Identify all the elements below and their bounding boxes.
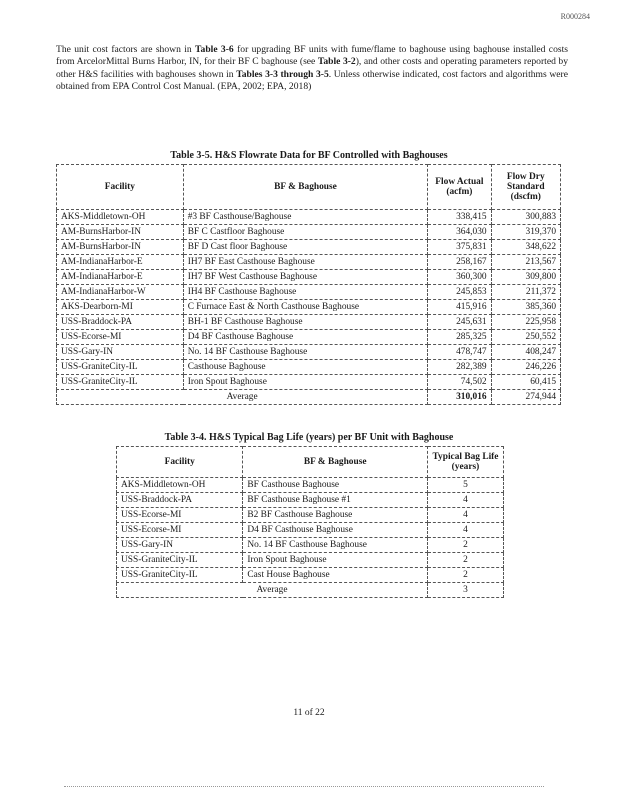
intro-ref-table-3-6: Table 3-6 [195,44,234,55]
table-row [57,255,561,270]
facility-cell: AM-IndianaHarbor-E [57,270,184,285]
table-row [57,210,561,225]
flow-standard-cell: 225,958 [491,315,560,330]
baghouse-cell: #3 BF Casthouse/Baghouse [183,210,428,225]
table-row [117,508,504,523]
facility-cell: USS-GraniteCity-IL [117,553,243,568]
table-row [117,568,504,583]
baghouse-cell: BF Casthouse Baghouse [243,478,428,493]
intro-ref-table-3-2: Table 3-2 [317,56,356,68]
flow-actual-cell: 360,300 [428,270,491,285]
table-3-5-caption: Table 3-5. H&S Flowrate Data for BF Controlled with Baghouses [170,150,448,161]
facility-cell: AM-BurnsHarbor-IN [57,240,184,255]
facility-cell: AKS-Middletown-OH [57,210,184,225]
flow-actual-cell: 364,030 [428,225,491,240]
intro-ref-tables-3-3-3-5: Tables 3-3 through 3-5 [236,68,329,80]
table-row [57,330,561,345]
table-3-4-caption: Table 3-4. H&S Typical Bag Life (years) per BF Unit with Baghouse [164,432,454,443]
page-number: 11 of 22 [293,708,325,718]
flow-actual-cell: 245,853 [428,285,491,300]
bag-life-table [116,446,504,598]
average-row [117,583,504,598]
table-row [117,523,504,538]
facility-cell: AKS-Dearborn-MI [57,300,184,315]
baghouse-cell: BF D Cast floor Baghouse [183,240,428,255]
average-label: Average [117,583,428,598]
facility-cell: USS-GraniteCity-IL [117,568,243,583]
table-row [57,360,561,375]
baghouse-cell: IH7 BF East Casthouse Baghouse [183,255,428,270]
facility-cell: USS-GraniteCity-IL [57,375,184,390]
baghouse-cell: Casthouse Baghouse [183,360,428,375]
col-bag-life: Typical Bag Life (years) [427,447,503,478]
col-baghouse: BF & Baghouse [183,165,428,210]
flow-actual-cell: 258,167 [428,255,491,270]
flow-standard-cell: 211,372 [491,285,560,300]
facility-cell: USS-Gary-IN [117,538,243,553]
table-row [117,478,504,493]
flow-standard-cell: 408,247 [491,345,560,360]
baghouse-cell: No. 14 BF Casthouse Baghouse [183,345,428,360]
baghouse-cell: BH-1 BF Casthouse Baghouse [183,315,428,330]
bag-life-cell: 4 [427,493,503,508]
average-standard: 274,944 [491,390,560,405]
document-id: R000284 [560,12,590,21]
bag-life-cell: 4 [427,508,503,523]
col-baghouse: BF & Baghouse [243,447,428,478]
average-life: 3 [427,583,503,598]
flow-standard-cell: 300,883 [491,210,560,225]
col-facility: Facility [117,447,243,478]
table-row [57,285,561,300]
facility-cell: USS-Braddock-PA [117,493,243,508]
flowrate-table [56,164,561,405]
facility-cell: USS-GraniteCity-IL [57,360,184,375]
flow-actual-cell: 338,415 [428,210,491,225]
flow-standard-cell: 309,800 [491,270,560,285]
baghouse-cell: Cast House Baghouse [243,568,428,583]
facility-cell: USS-Gary-IN [57,345,184,360]
bag-life-cell: 2 [427,553,503,568]
flow-actual-cell: 282,389 [428,360,491,375]
table-row [57,270,561,285]
flow-actual-cell: 245,631 [428,315,491,330]
table-row [117,553,504,568]
intro-text-3: ), and other costs and operating parameters reported by other H&S facilities with baghouses shown in [56,56,568,80]
table-row [57,375,561,390]
average-label: Average [57,390,428,405]
baghouse-cell: C Furnace East & North Casthouse Baghouse [183,300,428,315]
flow-standard-cell: 246,226 [491,360,560,375]
footer-divider [64,786,544,787]
facility-cell: USS-Ecorse-MI [117,508,243,523]
flow-standard-cell: 319,370 [491,225,560,240]
average-row [57,390,561,405]
facility-cell: USS-Braddock-PA [57,315,184,330]
bag-life-cell: 2 [427,538,503,553]
col-flow-standard: Flow Dry Standard (dscfm) [491,165,560,210]
baghouse-cell: BF C Castfloor Baghouse [183,225,428,240]
flow-standard-cell: 385,360 [491,300,560,315]
table-row [57,240,561,255]
table-row [57,345,561,360]
average-actual: 310,016 [428,390,491,405]
flow-standard-cell: 213,567 [491,255,560,270]
facility-cell: AKS-Middletown-OH [117,478,243,493]
intro-paragraph [56,44,568,94]
baghouse-cell: IH7 BF West Casthouse Baghouse [183,270,428,285]
flow-actual-cell: 74,502 [428,375,491,390]
facility-cell: AM-BurnsHarbor-IN [57,225,184,240]
table-row [117,493,504,508]
flow-standard-cell: 348,622 [491,240,560,255]
bag-life-cell: 2 [427,568,503,583]
bag-life-cell: 4 [427,523,503,538]
baghouse-cell: B2 BF Casthouse Baghouse [243,508,428,523]
baghouse-cell: Iron Spout Baghouse [183,375,428,390]
flow-actual-cell: 285,325 [428,330,491,345]
table-row [57,300,561,315]
facility-cell: AM-IndianaHarbor-W [57,285,184,300]
intro-text-2: for upgrading BF units with fume/flame to baghouse using baghouse installed costs from ArcelorMittal Burns Harbor, IN, for their BF C baghouse (see [56,44,568,68]
intro-text-4: . Unless otherwise indicated, cost factors and algorithms were obtained from EPA Control Cost Manual. (EPA, 2002; EPA, 2018) [56,68,568,93]
facility-cell: USS-Ecorse-MI [117,523,243,538]
bag-life-cell: 5 [427,478,503,493]
baghouse-cell: No. 14 BF Casthouse Baghouse [243,538,428,553]
table-row [117,538,504,553]
facility-cell: AM-IndianaHarbor-E [57,255,184,270]
flow-actual-cell: 478,747 [428,345,491,360]
col-flow-actual: Flow Actual (acfm) [428,165,491,210]
flow-standard-cell: 250,552 [491,330,560,345]
flow-actual-cell: 415,916 [428,300,491,315]
intro-text-1: The unit cost factors are shown in [56,44,196,55]
baghouse-cell: IH4 BF Casthouse Baghouse [183,285,428,300]
facility-cell: USS-Ecorse-MI [57,330,184,345]
baghouse-cell: BF Casthouse Baghouse #1 [243,493,428,508]
table-row [57,225,561,240]
flow-standard-cell: 60,415 [491,375,560,390]
baghouse-cell: Iron Spout Baghouse [243,553,428,568]
col-facility: Facility [57,165,184,210]
baghouse-cell: D4 BF Casthouse Baghouse [183,330,428,345]
baghouse-cell: D4 BF Casthouse Baghouse [243,523,428,538]
flow-actual-cell: 375,831 [428,240,491,255]
table-row [57,315,561,330]
